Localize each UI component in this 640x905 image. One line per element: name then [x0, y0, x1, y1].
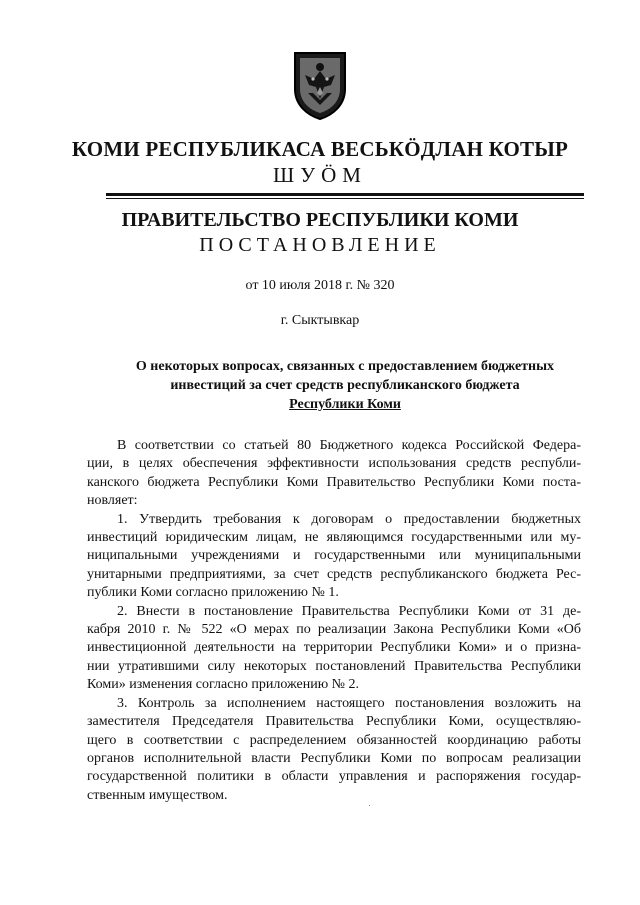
body-line: В соответствии со статьей 80 Бюджетного кодекса Российской Федера- [117, 438, 581, 453]
komi-coat-of-arms-icon [291, 49, 349, 121]
body-line: щего в соответствии с распределением обязанностей координацию работы [87, 732, 581, 748]
body-line: Коми» изменения согласно приложению № 2. [87, 677, 360, 693]
body-line: 3. Контроль за исполнением настоящего постановления возложить на [117, 695, 581, 711]
subject-line: Республики Коми [289, 397, 401, 412]
body-line: 1. Утвердить требования к договорам о предоставлении бюджетных [117, 511, 581, 527]
body-line: заместителя Председателя Правительства Республики Коми, осуществляю- [87, 714, 581, 730]
body-line: 2. Внести в постановление Правительства Республики Коми от 31 де- [117, 603, 581, 619]
subject-line: инвестиций за счет средств республиканского бюджета [170, 378, 520, 393]
header-divider-thin [106, 198, 584, 199]
document-body [87, 437, 581, 805]
document-type: ПОСТАНОВЛЕНИЕ [199, 234, 441, 256]
header-divider-thick [106, 193, 584, 196]
body-line: нии утратившими силу некоторых постановлений Правительства Республики [87, 658, 581, 674]
document-date-number: от 10 июля 2018 г. № 320 [245, 278, 395, 293]
komi-language-title: КОМИ РЕСПУБЛИКАСА ВЕСЬКӦДЛАН КОТЫР [71, 137, 569, 161]
body-line: органов исполнительной власти Республики Коми по вопросам реализации [87, 750, 581, 766]
body-line: ственным имуществом. [87, 787, 228, 803]
body-line: публики Коми согласно приложению № 1. [87, 585, 339, 601]
body-line: инвестиций юридическим лицам, не являющимся государственными или му- [87, 530, 581, 546]
body-line: инвестиционной деятельности на территории Республики Коми» и о призна- [87, 640, 581, 656]
body-line: унитарными предприятиями, за счет средств республиканского бюджета Рес- [87, 566, 581, 582]
body-line: ниципальными учреждениями и государственными или муниципальными [87, 548, 581, 564]
body-line: новляет: [87, 493, 138, 509]
komi-language-subtitle: ШУӦМ [273, 163, 367, 187]
body-line: государственной политики в области управления и распоряжения государ- [87, 769, 581, 785]
government-title: ПРАВИТЕЛЬСТВО РЕСПУБЛИКИ КОМИ [121, 209, 519, 231]
document-city: г. Сыктывкар [280, 313, 360, 328]
subject-line: О некоторых вопросах, связанных с предоставлением бюджетных [135, 359, 555, 374]
scan-speck [369, 805, 370, 806]
body-line: кабря 2010 г. № 522 «О мерах по реализации Закона Республики Коми «Об [87, 622, 581, 638]
document-subject [110, 357, 580, 414]
body-line: ции, в целях обеспечения эффективности использования средств республи- [87, 456, 581, 472]
body-line: канского бюджета Республики Коми Правительство Республики Коми поста- [87, 474, 581, 490]
